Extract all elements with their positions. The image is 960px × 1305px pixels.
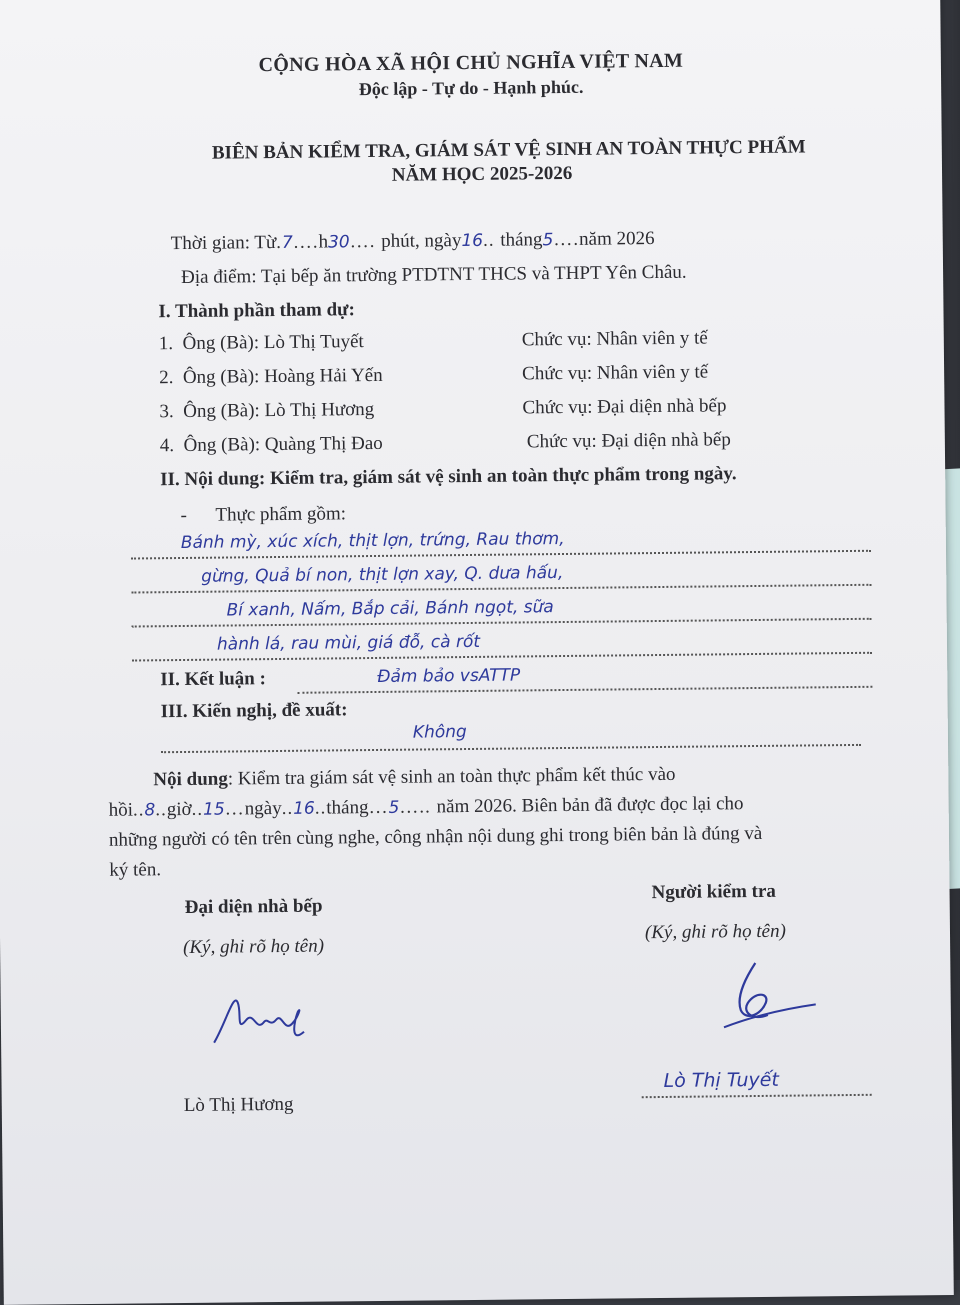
closing-day: 16 bbox=[293, 798, 315, 819]
member-row: 4. Ông (Bà): Quàng Thị Đao bbox=[159, 432, 383, 457]
left-signer-name: Lò Thị Hương bbox=[183, 1093, 294, 1117]
right-signer-name: Lò Thị Tuyết bbox=[663, 1068, 779, 1092]
left-signature-mark bbox=[205, 982, 316, 1053]
conclusion-line bbox=[297, 666, 872, 694]
report-title: BIÊN BẢN KIỂM TRA, GIÁM SÁT VỆ SINH AN TOÀN THỰC PHẨM bbox=[211, 136, 806, 164]
closing-paragraph: Nội dung: Kiểm tra giám sát vệ sinh an toàn thực phẩm kết thúc vào hồi..8..giờ..15…ngày..16..tháng…5….. năm 2026. Biên bản đã được đọc lại cho những người có tên trên cùng nghe, công nhận nội dung ghi trong biên bản là đúng và ký tên. bbox=[108, 763, 763, 881]
food-line: Bánh mỳ, xúc xích, thịt lợn, trứng, Rau thơm, bbox=[131, 526, 871, 560]
closing-lead: Nội dung bbox=[153, 768, 228, 791]
right-signer-name-line bbox=[641, 1068, 871, 1098]
closing-minute: 15 bbox=[203, 799, 225, 820]
time-line: Thời gian: Từ.7….h30…. phút, ngày16.. tháng5….năm 2026 bbox=[170, 228, 655, 255]
member-role: Chức vụ: Đại diện nhà bếp bbox=[522, 395, 727, 419]
location-line: Địa điểm: Tại bếp ăn trường PTDTNT THCS và THPT Yên Châu. bbox=[180, 261, 687, 288]
time-month-label: tháng bbox=[500, 229, 543, 251]
member-role: Chức vụ: Nhân viên y tế bbox=[522, 361, 709, 385]
section-participants-title: I. Thành phần tham dự: bbox=[158, 299, 355, 323]
motto: Độc lập - Tự do - Hạnh phúc. bbox=[358, 76, 584, 100]
right-signer-title: Người kiểm tra bbox=[651, 880, 776, 904]
time-minute-label: phút, ngày bbox=[381, 230, 462, 252]
proposal-label: III. Kiến nghị, đề xuất: bbox=[160, 699, 348, 723]
food-line: gừng, Quả bí non, thịt lợn xay, Q. dưa hấu, bbox=[131, 560, 871, 594]
time-month: 5 bbox=[542, 230, 554, 251]
closing-month: 5 bbox=[388, 797, 400, 818]
time-label: Thời gian: Từ bbox=[170, 231, 277, 255]
section-content-title: II. Nội dung: Kiểm tra, giám sát vệ sinh an toàn thực phẩm trong ngày. bbox=[160, 463, 737, 491]
time-year-label: năm 2026 bbox=[578, 228, 655, 250]
food-label: - Thực phẩm gồm: bbox=[180, 503, 347, 527]
member-row: 2. Ông (Bà): Hoàng Hải Yến bbox=[159, 364, 383, 389]
right-signature-mark bbox=[715, 954, 826, 1035]
member-row: 1. Ông (Bà): Lò Thị Tuyết bbox=[158, 331, 364, 355]
member-row: 3. Ông (Bà): Lò Thị Hương bbox=[159, 398, 375, 423]
proposal-line bbox=[161, 724, 861, 753]
closing-hour: 8 bbox=[144, 800, 156, 821]
proposal-value: Không bbox=[412, 722, 467, 743]
food-line: hành lá, rau mùi, giá đỗ, cà rốt bbox=[132, 628, 872, 662]
member-role: Chức vụ: Đại diện nhà bếp bbox=[526, 429, 731, 453]
member-role: Chức vụ: Nhân viên y tế bbox=[521, 327, 708, 351]
left-signer-title: Đại diện nhà bếp bbox=[184, 895, 323, 918]
conclusion-label: II. Kết luận : bbox=[160, 668, 266, 691]
time-day: 16 bbox=[461, 230, 484, 252]
conclusion-value: Đảm bảo vsATTP bbox=[377, 665, 521, 687]
time-hour: 7 bbox=[281, 232, 293, 253]
food-line: Bí xanh, Nấm, Bắp cải, Bánh ngọt, sữa bbox=[131, 594, 871, 628]
time-minute: 30 bbox=[327, 232, 350, 253]
report-year: NĂM HỌC 2025-2026 bbox=[391, 162, 573, 186]
country-header: CỘNG HÒA XÃ HỘI CHỦ NGHĨA VIỆT NAM bbox=[258, 49, 684, 77]
left-signer-note: (Ký, ghi rõ họ tên) bbox=[183, 935, 325, 959]
right-signer-note: (Ký, ghi rõ họ tên) bbox=[644, 920, 786, 944]
time-h: h bbox=[318, 231, 329, 253]
